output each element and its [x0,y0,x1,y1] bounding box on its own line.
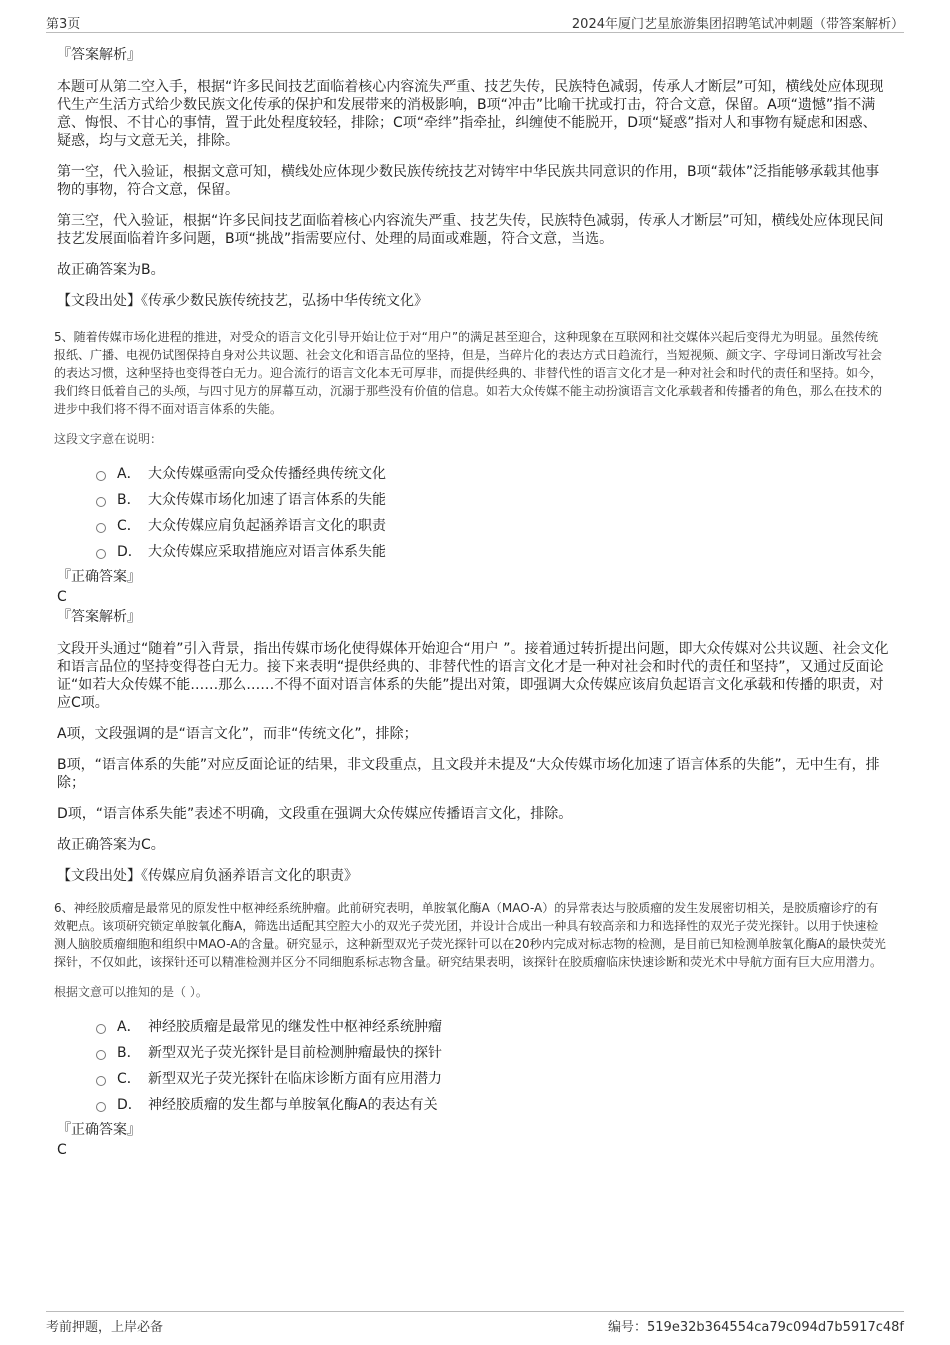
q4-analysis-paragraph-1: 本题可从第二空入手，根据“许多民间技艺面临着核心内容流失严重、技艺失传，民族特色减弱，传承人才断层”可知，横线处应体现现代生产生活方式给少数民族文化传承的保护和发展带来的消极影响，B项“冲击”比喻干扰或打击，符合文意，保留。A项“遗憾”指不满意、悔恨、不甘心的事情，置于此处程度较轻，排除；C项“牵绊”指牵扯，纠缠使不能脱开，D项“疑惑”指对人和事物有疑虑和困惑、疑惑，均与文意无关，排除。 [57,79,884,149]
q6-option-b[interactable]: B． 新型双光子荧光探针是目前检测肿瘤最快的探针 [96,1039,890,1065]
q5-option-a[interactable]: A． 大众传媒亟需向受众传播经典传统文化 [96,460,890,486]
q6-correct-answer: C [57,1142,67,1158]
q6-prompt: 根据文意可以推知的是（ ）。 [54,985,208,999]
q4-analysis-label: 『答案解析』 [57,47,141,63]
q5-analysis-paragraph-1: 文段开头通过“随着”引入背景，指出传媒市场化使得媒体开始迎合“用户 ”。接着通过转折提出问题，即大众传媒对公共议题、社会文化和语言品位的坚持变得苍白无力。接下来表明“提供经典的、非替代性的语言文化才是一种对社会和时代的责任和坚持”，又通过反面论证“如若大众传媒不能……那么……不得不面对语言体系的失能”提出对策，即强调大众传媒应该肩负起语言文化承载和传播的职责，对应C项。 [57,641,889,711]
radio-icon[interactable] [96,1076,106,1086]
option-text: 大众传媒亟需向受众传播经典传统文化 [148,466,386,482]
q5-source: 【文段出处】《传媒应肩负涵养语言文化的职责》 [57,868,358,884]
radio-icon[interactable] [96,549,106,559]
option-text: 大众传媒市场化加速了语言体系的失能 [148,492,386,508]
q5-conclusion: 故正确答案为C。 [57,837,165,853]
q5-option-d[interactable]: D． 大众传媒应采取措施应对语言体系失能 [96,538,890,564]
q5-analysis-option-b: B项，“语言体系的失能”对应反面论证的结果，非文段重点，且文段并未提及“大众传媒市场化加速了语言体系的失能”，无中生有，排除； [57,757,880,791]
q6-correct-label: 『正确答案』 [57,1122,141,1138]
q5-option-b[interactable]: B． 大众传媒市场化加速了语言体系的失能 [96,486,890,512]
q5-analysis-label: 『答案解析』 [57,609,141,625]
q5-prompt: 这段文字意在说明： [54,432,163,446]
document-title: 2024年厦门艺星旅游集团招聘笔试冲刺题（带答案解析） [571,17,904,32]
radio-icon[interactable] [96,1050,106,1060]
option-text: 大众传媒应肩负起涵养语言文化的职责 [148,518,386,534]
option-text: 大众传媒应采取措施应对语言体系失能 [148,544,386,560]
q4-conclusion: 故正确答案为B。 [57,262,165,278]
option-text: 新型双光子荧光探针是目前检测肿瘤最快的探针 [148,1045,442,1061]
q5-analysis-option-d: D项，“语言体系失能”表述不明确，文段重在强调大众传媒应传播语言文化，排除。 [57,806,573,822]
option-text: 神经胶质瘤是最常见的继发性中枢神经系统肿瘤 [148,1019,442,1035]
option-text: 神经胶质瘤的发生都与单胺氧化酶A的表达有关 [148,1097,438,1113]
option-text: 新型双光子荧光探针在临床诊断方面有应用潜力 [148,1071,442,1087]
document-id: 编号：519e32b364554ca79c094d7b5917c48f [608,1320,904,1335]
q6-option-a[interactable]: A． 神经胶质瘤是最常见的继发性中枢神经系统肿瘤 [96,1013,890,1039]
q6-options [96,1013,890,1117]
radio-icon[interactable] [96,497,106,507]
q4-analysis-paragraph-2: 第一空，代入验证，根据文意可知，横线处应体现少数民族传统技艺对铸牢中华民族共同意识的作用，B项“载体”泛指能够承载其他事物的事物，符合文意，保留。 [57,164,880,198]
q5-stem: 5、随着传媒市场化进程的推进，对受众的语言文化引导开始让位于对“用户”的满足甚至迎合，这种现象在互联网和社交媒体兴起后变得尤为明显。虽然传统报纸、广播、电视仍试图保持自身对公共议题、社会文化和语言品位的坚持，但是，当碎片化的表达方式日趋流行，当短视频、颜文字、字母词日渐改写社会的表达习惯，这种坚持也变得苍白无力。迎合流行的语言文化本无可厚非，而提供经典的、非替代性的语言文化才是一种对社会和时代的责任和坚持。如今，我们终日低着自己的头颅，与四寸见方的屏幕互动，沉溺于那些没有价值的信息。如若大众传媒不能主动扮演语言文化承载者和传播者的角色，那么在技术的进步中我们将不得不面对语言体系的失能。 [54,330,883,416]
radio-icon[interactable] [96,523,106,533]
q5-options [96,460,890,564]
radio-icon[interactable] [96,1024,106,1034]
footer-slogan: 考前押题，上岸必备 [46,1320,164,1335]
q5-correct-label: 『正确答案』 [57,569,141,585]
q4-source: 【文段出处】《传承少数民族传统技艺，弘扬中华传统文化》 [57,293,428,309]
q5-option-c[interactable]: C． 大众传媒应肩负起涵养语言文化的职责 [96,512,890,538]
page-header [46,12,904,33]
q6-stem: 6、神经胶质瘤是最常见的原发性中枢神经系统肿瘤。此前研究表明，单胺氧化酶A（MAO-A）的异常表达与胶质瘤的发生发展密切相关，是胶质瘤诊疗的有效靶点。该项研究锁定单胺氧化酶A，筛选出适配其空腔大小的双光子荧光团，并设计合成出一种具有较高亲和力和选择性的双光子荧光探针。以用于快速检测人脑胶质瘤细胞和组织中MAO-A的含量。研究显示，这种新型双光子荧光探针可以在20秒内完成对标志物的检测，是目前已知检测单胺氧化酶A的最快荧光探针，不仅如此，该探针还可以精准检测并区分不同细胞系标志物含量。研究结果表明，该探针在胶质瘤临床快速诊断和荧光术中导航方面有巨大应用潜力。 [54,901,886,969]
q6-option-c[interactable]: C． 新型双光子荧光探针在临床诊断方面有应用潜力 [96,1065,890,1091]
document-body [54,46,890,1159]
radio-icon[interactable] [96,471,106,481]
q5-analysis-option-a: A项，文段强调的是“语言文化”，而非“传统文化”，排除； [57,726,418,742]
q5-correct-answer: C [57,589,67,605]
q6-option-d[interactable]: D． 神经胶质瘤的发生都与单胺氧化酶A的表达有关 [96,1091,890,1117]
radio-icon[interactable] [96,1102,106,1112]
page-number: 第3页 [46,17,81,32]
page-footer [46,1311,904,1336]
q4-analysis-paragraph-3: 第三空，代入验证，根据“许多民间技艺面临着核心内容流失严重、技艺失传，民族特色减弱，传承人才断层”可知，横线处应体现民间技艺发展面临着许多问题，B项“挑战”指需要应付、处理的局面或难题，符合文意，当选。 [57,213,884,247]
